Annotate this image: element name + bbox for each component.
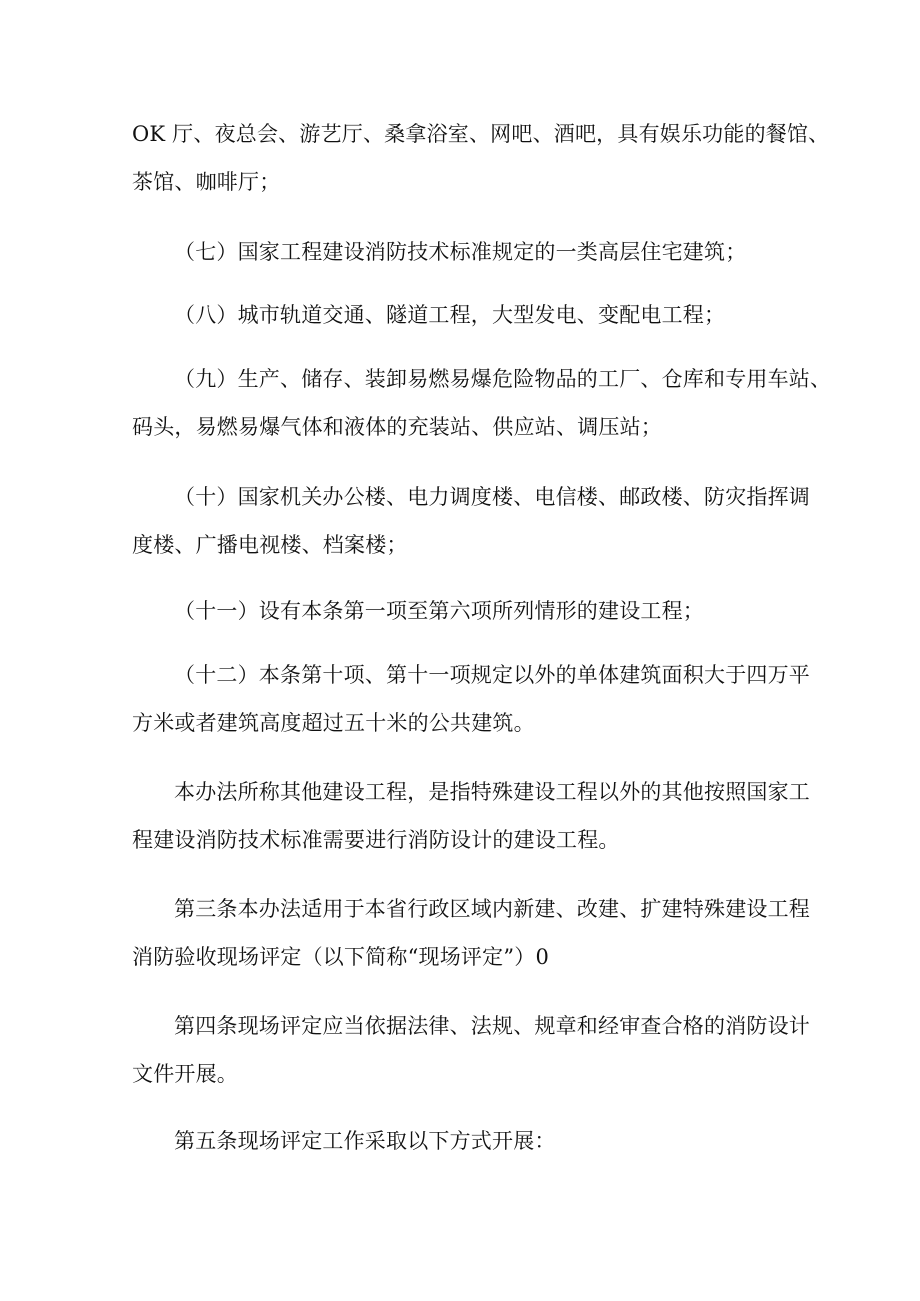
text-line: 码头，易燃易爆气体和液体的充装站、供应站、调压站； — [132, 415, 662, 439]
text-line: OK 厅、夜总会、游艺厅、桑拿浴室、网吧、酒吧，具有娱乐功能的餐馆、 — [132, 122, 830, 146]
text-line: （十二）本条第十项、第十一项规定以外的单体建筑面积大于四万平 — [174, 663, 810, 687]
text-line: 方米或者建筑高度超过五十米的公共建筑。 — [132, 711, 535, 735]
text-line: 第三条本办法适用于本省行政区域内新建、改建、扩建特殊建设工程 — [174, 897, 810, 921]
paragraph-item-8 — [132, 291, 792, 339]
text-line: （八）城市轨道交通、隧道工程，大型发电、变配电工程； — [174, 303, 726, 327]
paragraph-item-11 — [132, 587, 792, 635]
text-line: （十一）设有本条第一项至第六项所列情形的建设工程； — [174, 599, 704, 623]
paragraph-article-4 — [132, 1002, 810, 1098]
paragraph-article-3 — [132, 885, 810, 981]
text-line: 消防验收现场评定（以下简称“现场评定”）0 — [132, 945, 550, 969]
paragraph-entertainment-venues — [132, 110, 830, 206]
text-line: 第四条现场评定应当依据法律、法规、规章和经审查合格的消防设计 — [174, 1014, 810, 1038]
text-line: 程建设消防技术标准需要进行消防设计的建设工程。 — [132, 828, 620, 852]
paragraph-item-9 — [132, 355, 832, 451]
text-line: 本办法所称其他建设工程，是指特殊建设工程以外的其他按照国家工 — [174, 780, 810, 804]
paragraph-item-7 — [132, 228, 792, 276]
paragraph-other-projects — [132, 768, 810, 864]
text-line: （九）生产、储存、装卸易燃易爆危险物品的工厂、仓库和专用车站、 — [174, 367, 832, 391]
text-line: （十）国家机关办公楼、电力调度楼、电信楼、邮政楼、防灾指挥调 — [174, 485, 810, 509]
paragraph-item-12 — [132, 651, 810, 747]
text-line: （七）国家工程建设消防技术标准规定的一类高层住宅建筑； — [174, 240, 747, 264]
paragraph-article-5 — [132, 1117, 792, 1165]
paragraph-item-10 — [132, 473, 810, 569]
text-line: 文件开展。 — [132, 1062, 238, 1086]
text-line: 度楼、广播电视楼、档案楼； — [132, 533, 408, 557]
text-line: 茶馆、咖啡厅； — [132, 170, 281, 194]
text-line: 第五条现场评定工作采取以下方式开展： — [174, 1129, 556, 1153]
